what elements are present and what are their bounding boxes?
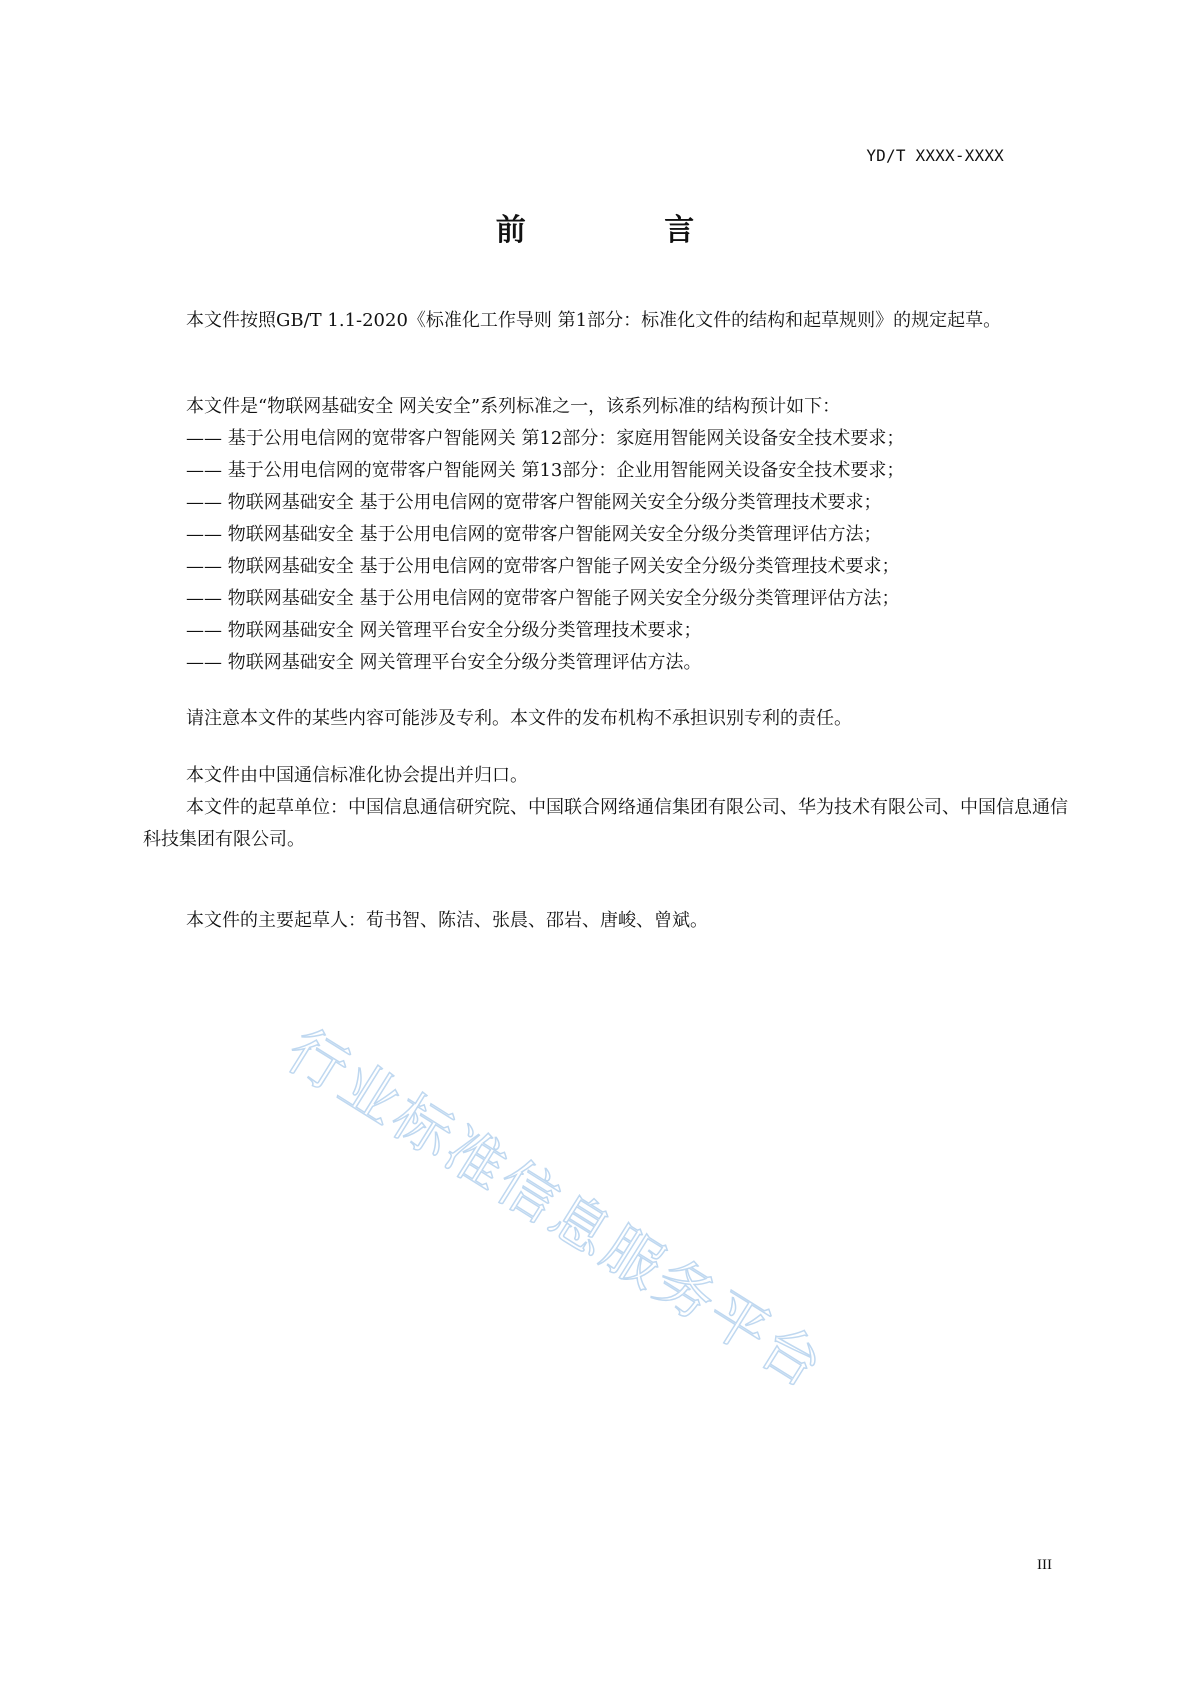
drafters-text: 本文件的主要起草人：荀书智、陈洁、张晨、邵岩、唐峻、曾斌。	[186, 910, 708, 931]
series-list-item: —— 基于公用电信网的宽带客户智能网关 第13部分：企业用智能网关设备安全技术要求；	[186, 460, 905, 481]
series-list-item: —— 物联网基础安全 基于公用电信网的宽带客户智能子网关安全分级分类管理评估方法；	[186, 588, 900, 609]
page-title: 前 言	[495, 213, 759, 248]
series-list-item: —— 物联网基础安全 基于公用电信网的宽带客户智能子网关安全分级分类管理技术要求；	[186, 556, 900, 577]
drafting-rules-paragraph	[143, 305, 1079, 337]
drafting-organizations-section	[143, 760, 1079, 856]
series-intro-text: 本文件是“物联网基础安全 网关安全”系列标准之一，该系列标准的结构预计如下：	[186, 396, 841, 417]
series-standards-section	[143, 391, 1079, 679]
series-list-item: —— 基于公用电信网的宽带客户智能网关 第12部分：家庭用智能网关设备安全技术要求；	[186, 428, 905, 449]
document-code: YD/T XXXX-XXXX	[866, 146, 1004, 165]
series-list-item: —— 物联网基础安全 网关管理平台安全分级分类管理技术要求；	[186, 620, 702, 641]
watermark: 行业标准信息服务平台	[275, 1016, 837, 1403]
page-number: III	[1037, 1557, 1052, 1573]
drafting-units-text: 本文件的起草单位：中国信息通信研究院、中国联合网络通信集团有限公司、华为技术有限公司、中国信息通信科技集团有限公司。	[143, 797, 1068, 850]
series-list-item: —— 物联网基础安全 网关管理平台安全分级分类管理评估方法。	[186, 652, 702, 673]
proposer-text: 本文件由中国通信标准化协会提出并归口。	[186, 765, 528, 786]
patent-notice-paragraph	[143, 703, 1079, 735]
drafters-paragraph	[143, 905, 1079, 937]
paragraph-text: 本文件按照GB/T 1.1-2020《标准化工作导则 第1部分：标准化文件的结构和起草规则》的规定起草。	[186, 310, 1002, 331]
series-list-item: —— 物联网基础安全 基于公用电信网的宽带客户智能网关安全分级分类管理评估方法；	[186, 524, 882, 545]
paragraph-text: 请注意本文件的某些内容可能涉及专利。本文件的发布机构不承担识别专利的责任。	[186, 708, 852, 729]
series-list-item: —— 物联网基础安全 基于公用电信网的宽带客户智能网关安全分级分类管理技术要求；	[186, 492, 882, 513]
